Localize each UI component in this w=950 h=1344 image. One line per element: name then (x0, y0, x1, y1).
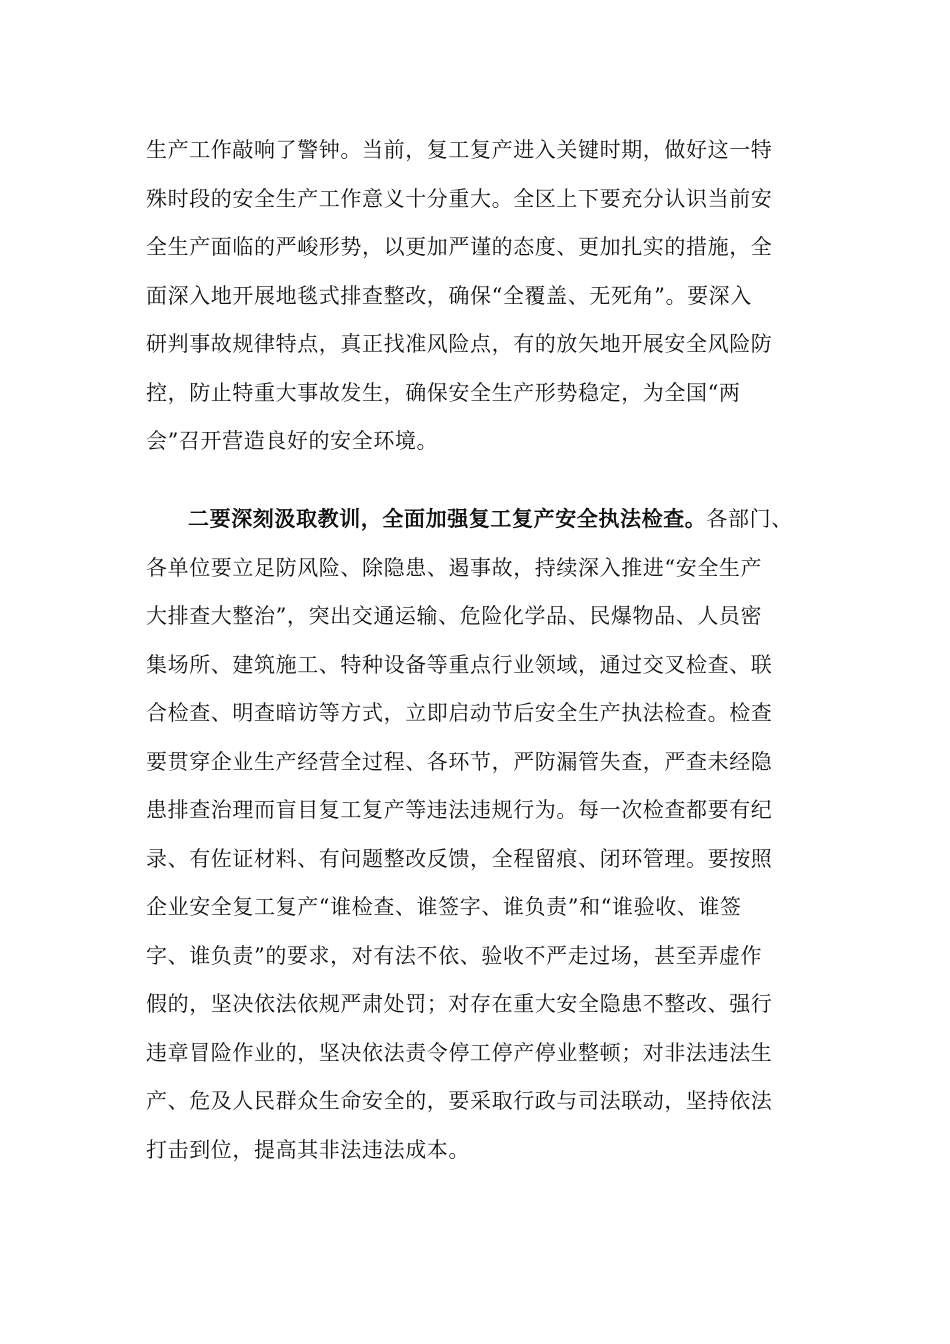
text-line: 要贯穿企业生产经营全过程、各环节，严防漏管失查，严查未经隐 (146, 749, 773, 774)
text-line: 集场所、建筑施工、特种设备等重点行业领域，通过交叉检查、联 (146, 652, 773, 677)
section-heading: 二要深刻汲取教训，全面加强复工复产安全执法检查。 (188, 506, 707, 531)
text-line: 打击到位，提高其非法违法成本。 (146, 1137, 470, 1162)
text-line: 患排查治理而盲目复工复产等违法违规行为。每一次检查都要有纪 (146, 798, 773, 822)
text-line: 全生产面临的严峻形势，以更加严谨的态度、更加扎实的措施，全 (146, 235, 773, 259)
text-line: 字、谁负责”的要求，对有法不依、验收不严走过场，甚至弄虚作 (146, 943, 763, 968)
text-line: 违章冒险作业的，坚决依法责令停工停产停业整顿；对非法违法生 (146, 1040, 773, 1065)
text-line: 录、有佐证材料、有问题整改反馈，全程留痕、闭环管理。要按照 (146, 846, 773, 871)
text-line: 企业安全复工复产“谁检查、谁签字、谁负责”和“谁验收、谁签 (146, 895, 742, 919)
text-line-first (146, 495, 806, 544)
text-line: 殊时段的安全生产工作意义十分重大。全区上下要充分认识当前安 (146, 186, 773, 211)
heading-trailing-text: 各部门、 (706, 507, 793, 531)
text-line: 研判事故规律特点，真正找准风险点，有的放矢地开展安全风险防 (146, 332, 773, 356)
text-line: 产、危及人民群众生命安全的，要采取行政与司法联动，坚持依法 (146, 1089, 773, 1113)
paragraph-continuation (146, 126, 806, 466)
text-line: 合检查、明查暗访等方式，立即启动节后安全生产执法检查。检查 (146, 701, 773, 725)
text-line: 各单位要立足防风险、除隐患、遏事故，持续深入推进“安全生产 (146, 555, 763, 580)
text-line: 假的，坚决依法依规严肃处罚；对存在重大安全隐患不整改、强行 (146, 992, 773, 1016)
paragraph-section-two (146, 495, 806, 1174)
text-line: 面深入地开展地毯式排查整改，确保“全覆盖、无死角”。要深入 (146, 283, 752, 308)
text-line: 控，防止特重大事故发生，确保安全生产形势稳定，为全国“两 (146, 380, 741, 405)
text-line: 生产工作敲响了警钟。当前，复工复产进入关键时期，做好这一特 (146, 138, 773, 162)
text-line: 会”召开营造良好的安全环境。 (146, 429, 439, 453)
text-line: 大排查大整治”，突出交通运输、危险化学品、民爆物品、人员密 (146, 604, 763, 628)
